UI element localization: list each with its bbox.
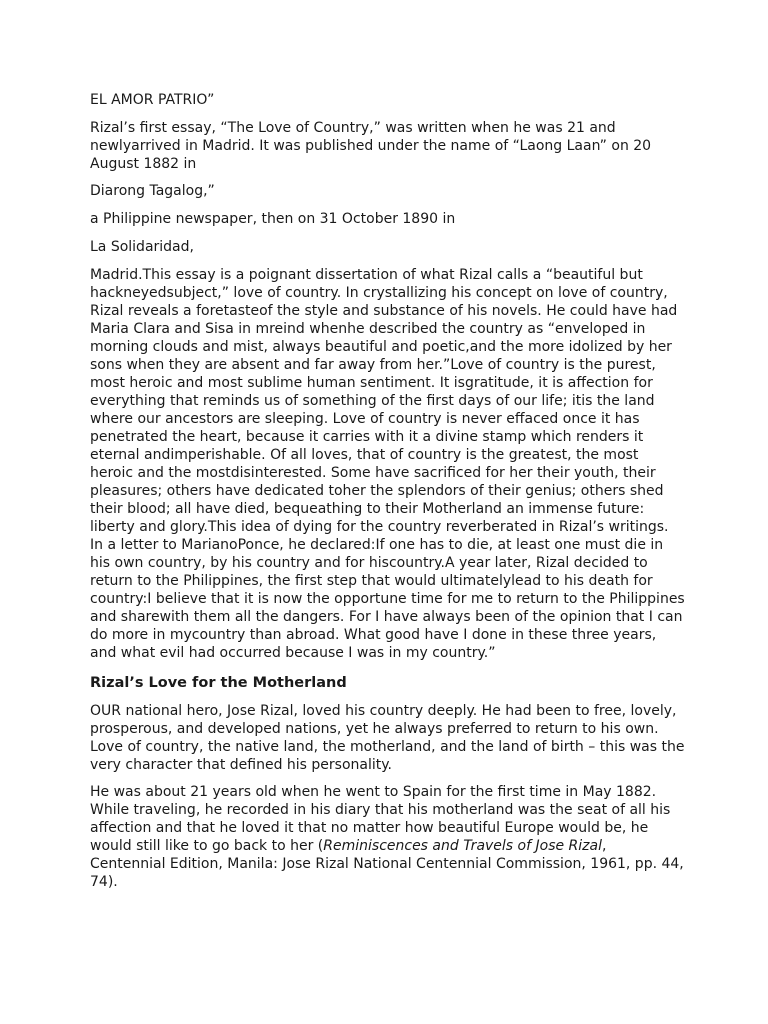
text-line: penetrated the heart, because it carries with it a divine stamp which renders it bbox=[90, 429, 644, 445]
text-line: Love of country, the native land, the motherland, and the land of birth – this was the bbox=[90, 739, 685, 755]
text-line: newlyarrived in Madrid. It was published under the name of “Laong Laan” on 20 bbox=[90, 138, 652, 154]
text-line: and sharewith them all the dangers. For I have always been of the opinion that I can bbox=[90, 609, 683, 625]
paragraph-solidaridad bbox=[90, 238, 690, 256]
text-line: their blood; all have died, bequeathing to their Motherland an immense future: bbox=[90, 501, 645, 517]
text-line: He was about 21 years old when he went to Spain for the first time in May 1882. bbox=[90, 784, 657, 800]
text-line: sons when they are absent and far away from her.”Love of country is the purest, bbox=[90, 357, 656, 373]
text-line: a Philippine newspaper, then on 31 October 1890 in bbox=[90, 211, 456, 227]
text-line: liberty and glory.This idea of dying for the country reverberated in Rizal’s writings. bbox=[90, 519, 669, 535]
text-line: heroic and the mostdisinterested. Some have sacrificed for her their youth, their bbox=[90, 465, 656, 481]
text-line: Rizal reveals a foretasteof the style and substance of his novels. He could have had bbox=[90, 303, 678, 319]
section-heading: Rizal’s Love for the Motherland bbox=[90, 675, 347, 691]
text-line: La Solidaridad, bbox=[90, 239, 194, 255]
document-title bbox=[90, 91, 690, 109]
paragraph-essay bbox=[90, 266, 690, 662]
text-line: Rizal’s first essay, “The Love of Country,” was written when he was 21 and bbox=[90, 120, 616, 136]
text-line: prosperous, and developed nations, yet he always preferred to return to his own. bbox=[90, 721, 659, 737]
text-line: do more in mycountry than abroad. What good have I done in these three years, bbox=[90, 627, 657, 643]
text-line: where our ancestors are sleeping. Love of country is never effaced once it has bbox=[90, 411, 640, 427]
text-line-citation bbox=[90, 837, 690, 855]
text-line: Maria Clara and Sisa in mreind whenhe described the country as “enveloped in bbox=[90, 321, 646, 337]
text-line: country:I believe that it is now the opportune time for me to return to the Philippines bbox=[90, 591, 685, 607]
text-line: and what evil had occurred because I was in my country.” bbox=[90, 645, 496, 661]
text-line: most heroic and most sublime human sentiment. It isgratitude, it is affection for bbox=[90, 375, 653, 391]
text-line: pleasures; others have dedicated toher the splendors of their genius; others shed bbox=[90, 483, 664, 499]
text-line: Centennial Edition, Manila: Jose Rizal National Centennial Commission, 1961, pp. 44, bbox=[90, 856, 684, 872]
citation-comma: , bbox=[601, 838, 607, 854]
text-line: 74). bbox=[90, 874, 118, 890]
text-line: hackneyedsubject,” love of country. In crystallizing his concept on love of country, bbox=[90, 285, 668, 301]
citation-lead-text: would still like to go back to her ( bbox=[90, 838, 324, 854]
text-line: affection and that he loved it that no matter how beautiful Europe would be, he bbox=[90, 820, 649, 836]
text-line: August 1882 in bbox=[90, 156, 197, 172]
paragraph-intro bbox=[90, 119, 690, 173]
text-line: return to the Philippines, the first step that would ultimatelylead to his death for bbox=[90, 573, 653, 589]
paragraph-newspaper bbox=[90, 210, 690, 228]
text-line: his own country, by his country and for hiscountry.A year later, Rizal decided to bbox=[90, 555, 648, 571]
paragraph-spain bbox=[90, 783, 690, 891]
text-line: Diarong Tagalog,” bbox=[90, 183, 215, 199]
text-line: OUR national hero, Jose Rizal, loved his country deeply. He had been to free, lovely, bbox=[90, 703, 677, 719]
paragraph-diarong bbox=[90, 182, 690, 200]
document-page bbox=[90, 91, 690, 900]
text-line: While traveling, he recorded in his diary that his motherland was the seat of all his bbox=[90, 802, 671, 818]
paragraph-national-hero bbox=[90, 702, 690, 774]
text-line: everything that reminds us of something of the first days of our life; itis the land bbox=[90, 393, 655, 409]
title-text: EL AMOR PATRIO” bbox=[90, 92, 215, 108]
text-line: Madrid.This essay is a poignant dissertation of what Rizal calls a “beautiful but bbox=[90, 267, 643, 283]
text-line: morning clouds and mist, always beautiful and poetic,and the more idolized by her bbox=[90, 339, 672, 355]
citation-book-title: Reminiscences and Travels of Jose Rizal bbox=[323, 838, 602, 854]
text-line: In a letter to MarianoPonce, he declared:If one has to die, at least one must die in bbox=[90, 537, 664, 553]
text-line: very character that defined his personality. bbox=[90, 757, 392, 773]
text-line: eternal andimperishable. Of all loves, that of country is the greatest, the most bbox=[90, 447, 639, 463]
